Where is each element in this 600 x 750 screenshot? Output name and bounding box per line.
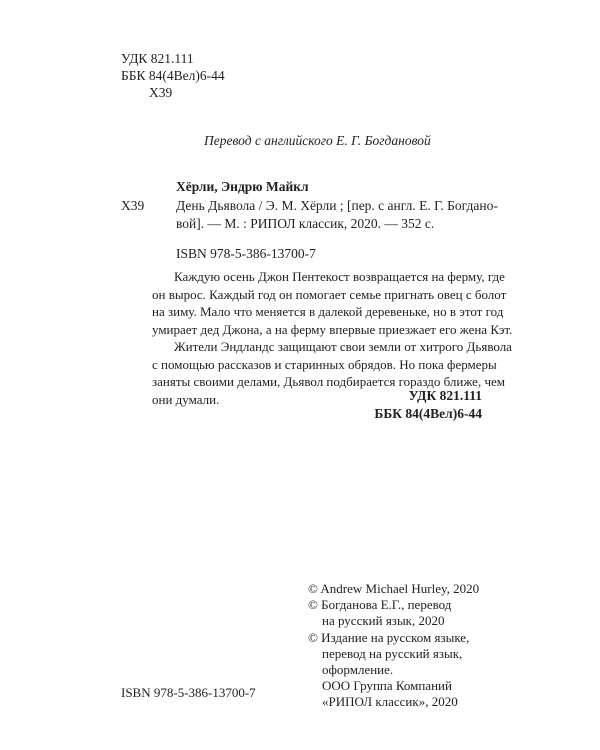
copyright-line: © Издание на русском языке, <box>308 629 470 645</box>
annotation-line: с помощью рассказов и старинных обрядов. Но пока фермеры <box>152 356 497 372</box>
copyright-line: на русский язык, 2020 <box>322 613 445 629</box>
biblio-line: День Дьявола / Э. М. Хёрли ; [пер. с англ. Е. Г. Богдано- <box>176 198 498 213</box>
annotation-line: умирает дед Джона, а на ферму впервые приезжает его жена Кэт. <box>152 321 513 337</box>
biblio-line: вой]. — М. : РИПОЛ классик, 2020. — 352 с. <box>176 216 435 231</box>
copyright-line: © Богданова Е.Г., перевод <box>308 597 452 613</box>
copyright-line: «РИПОЛ классик», 2020 <box>322 694 458 710</box>
udk-code-top: УДК 821.111 <box>121 51 194 66</box>
bbk-code-top: ББК 84(4Вел)6-44 <box>121 68 225 83</box>
annotation-line: заняты своими делами, Дьявол подбирается гораздо ближе, чем <box>152 374 505 389</box>
isbn-record: ISBN 978-5-386-13700-7 <box>176 246 316 261</box>
isbn-bottom: ISBN 978-5-386-13700-7 <box>121 685 256 700</box>
copyright-block <box>308 581 484 711</box>
annotation-line: на зиму. Мало что меняется в далекой деревеньке, но в этот год <box>152 304 504 319</box>
udk-code-bottom: УДК 821.111 <box>408 388 482 403</box>
annotation-line: он вырос. Каждый год он помогает семье пригнать овец с болот <box>152 286 507 302</box>
annotation-line: Жители Эндландс защищают свои земли от хитрого Дьявола <box>174 339 512 354</box>
copyright-line: оформление. <box>322 662 394 678</box>
copyright-line: © Andrew Michael Hurley, 2020 <box>308 581 480 596</box>
copyright-line: ООО Группа Компаний <box>322 678 452 694</box>
annotation-line: они думали. <box>152 391 220 407</box>
annotation-line: Каждую осень Джон Пентекост возвращается на ферму, где <box>174 269 505 284</box>
author-mark-record: Х39 <box>121 198 145 213</box>
author-mark-top: Х39 <box>149 85 173 100</box>
bbk-code-bottom: ББК 84(4Вел)6-44 <box>374 406 482 421</box>
copyright-line: перевод на русский язык, <box>322 645 463 661</box>
bibliographic-description <box>176 197 498 233</box>
translator-note: Перевод с английского Е. Г. Богдановой <box>204 133 431 148</box>
author-heading: Хёрли, Эндрю Майкл <box>176 179 309 194</box>
